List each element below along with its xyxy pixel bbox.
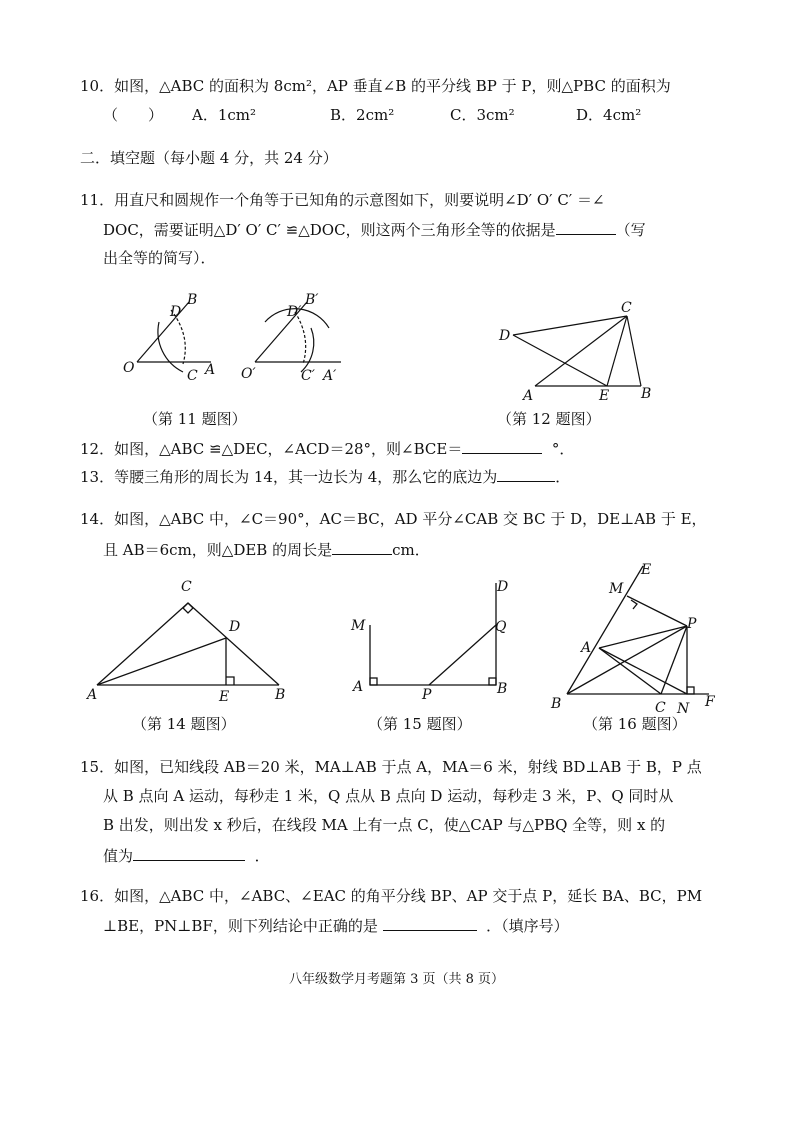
q14-line2: 且 AB＝6cm，则△DEB 的周长是 cm． <box>103 541 430 559</box>
svg-text:M: M <box>351 618 366 634</box>
q11-line2: DOC，需要证明△D′ O′ C′ ≌△DOC，则这两个三角形全等的依据是 （写 <box>103 221 646 239</box>
svg-text:P: P <box>422 687 432 703</box>
svg-text:B: B <box>187 292 198 308</box>
svg-text:A: A <box>581 640 592 656</box>
svg-text:B: B <box>641 386 652 402</box>
svg-text:M: M <box>609 581 624 597</box>
svg-text:A′: A′ <box>323 368 337 384</box>
svg-text:C: C <box>621 300 632 316</box>
svg-text:C: C <box>181 579 192 595</box>
svg-text:D′: D′ <box>287 304 302 320</box>
q16-answer-blank[interactable] <box>383 915 477 931</box>
q11-answer-blank[interactable] <box>556 219 616 235</box>
svg-text:Q: Q <box>495 619 507 635</box>
fig12-caption: （第 12 题图） <box>497 410 601 428</box>
q11-line3: 出全等的简写）． <box>103 249 216 267</box>
section-heading: 二．填空题（每小题 4 分，共 24 分） <box>80 149 338 167</box>
svg-text:O′: O′ <box>241 366 256 382</box>
svg-text:E: E <box>641 562 652 578</box>
q12-text: 12．如图，△ABC ≌△DEC，∠ACD＝28°，则∠BCE＝ °． <box>80 440 575 458</box>
page-footer: 八年级数学月考题第 3 页（共 8 页） <box>288 972 505 987</box>
q15-line2: 从 B 点向 A 运动，每秒走 1 米，Q 点从 B 点向 D 运动，每秒走 3 米，P、Q 同时从 <box>103 787 674 805</box>
svg-text:D: D <box>497 579 509 595</box>
svg-text:E: E <box>219 689 230 705</box>
fig16-diagram <box>545 560 725 715</box>
svg-text:A: A <box>87 687 98 703</box>
svg-text:A: A <box>353 679 364 695</box>
q10-line1: 10．如图，△ABC 的面积为 8cm²，AP 垂直∠B 的平分线 BP 于 P，则△PBC 的面积为 <box>80 77 671 95</box>
fig11-caption: （第 11 题图） <box>143 410 247 428</box>
svg-text:D: D <box>229 619 241 635</box>
q14-answer-blank[interactable] <box>332 539 392 555</box>
q10-option-a: A．1cm² <box>192 106 257 124</box>
svg-text:C: C <box>655 700 666 716</box>
svg-text:B: B <box>497 681 508 697</box>
svg-text:D: D <box>499 328 511 344</box>
q15-answer-blank[interactable] <box>133 845 245 861</box>
fig16-caption: （第 16 题图） <box>583 715 687 733</box>
fig15-caption: （第 15 题图） <box>368 715 472 733</box>
q10-option-c: C．3cm² <box>450 106 515 124</box>
svg-text:F: F <box>705 694 715 710</box>
q14-line1: 14．如图，△ABC 中，∠C＝90°，AC＝BC，AD 平分∠CAB 交 BC 于 D，DE⊥AB 于 E， <box>80 510 707 528</box>
q15-line1: 15．如图，已知线段 AB＝20 米，MA⊥AB 于点 A，MA＝6 米，射线 BD⊥AB 于 B，P 点 <box>80 758 702 776</box>
svg-text:B′: B′ <box>305 292 319 308</box>
fig14-diagram <box>85 575 295 705</box>
fig14-caption: （第 14 题图） <box>132 715 236 733</box>
q11-line1: 11．用直尺和圆规作一个角等于已知角的示意图如下，则要说明∠D′ O′ C′ ＝∠ <box>80 191 605 209</box>
fig11-diagram <box>115 288 355 388</box>
q10-answer-paren: （ ） <box>103 106 164 124</box>
q15-line3: B 出发，则出发 x 秒后，在线段 MA 上有一点 C，使△CAP 与△PBQ 全等，则 x 的 <box>103 816 666 834</box>
fig12-diagram <box>495 300 655 404</box>
svg-text:A: A <box>523 388 534 404</box>
svg-text:P: P <box>687 616 697 632</box>
fig15-diagram <box>345 575 520 705</box>
q13-text: 13．等腰三角形的周长为 14，其一边长为 4，那么它的底边为 ． <box>80 468 571 486</box>
svg-text:D: D <box>170 304 182 320</box>
q15-line4: 值为 ． <box>103 847 270 865</box>
q16-line2: ⊥BE，PN⊥BF，则下列结论中正确的是 ．（填序号） <box>103 917 569 935</box>
q10-option-d: D．4cm² <box>576 106 642 124</box>
svg-text:E: E <box>599 388 610 404</box>
q16-line1: 16．如图，△ABC 中，∠ABC、∠EAC 的角平分线 BP、AP 交于点 P，延长 BA、BC，PM <box>80 887 703 905</box>
svg-text:N: N <box>677 701 690 717</box>
svg-text:C: C <box>187 368 198 384</box>
svg-text:B: B <box>551 696 562 712</box>
svg-text:O: O <box>123 360 135 376</box>
q12-answer-blank[interactable] <box>462 438 542 454</box>
q10-option-b: B．2cm² <box>330 106 395 124</box>
svg-text:A: A <box>205 362 216 378</box>
svg-text:B: B <box>275 687 286 703</box>
q13-answer-blank[interactable] <box>497 466 555 482</box>
svg-text:C′: C′ <box>301 368 315 384</box>
